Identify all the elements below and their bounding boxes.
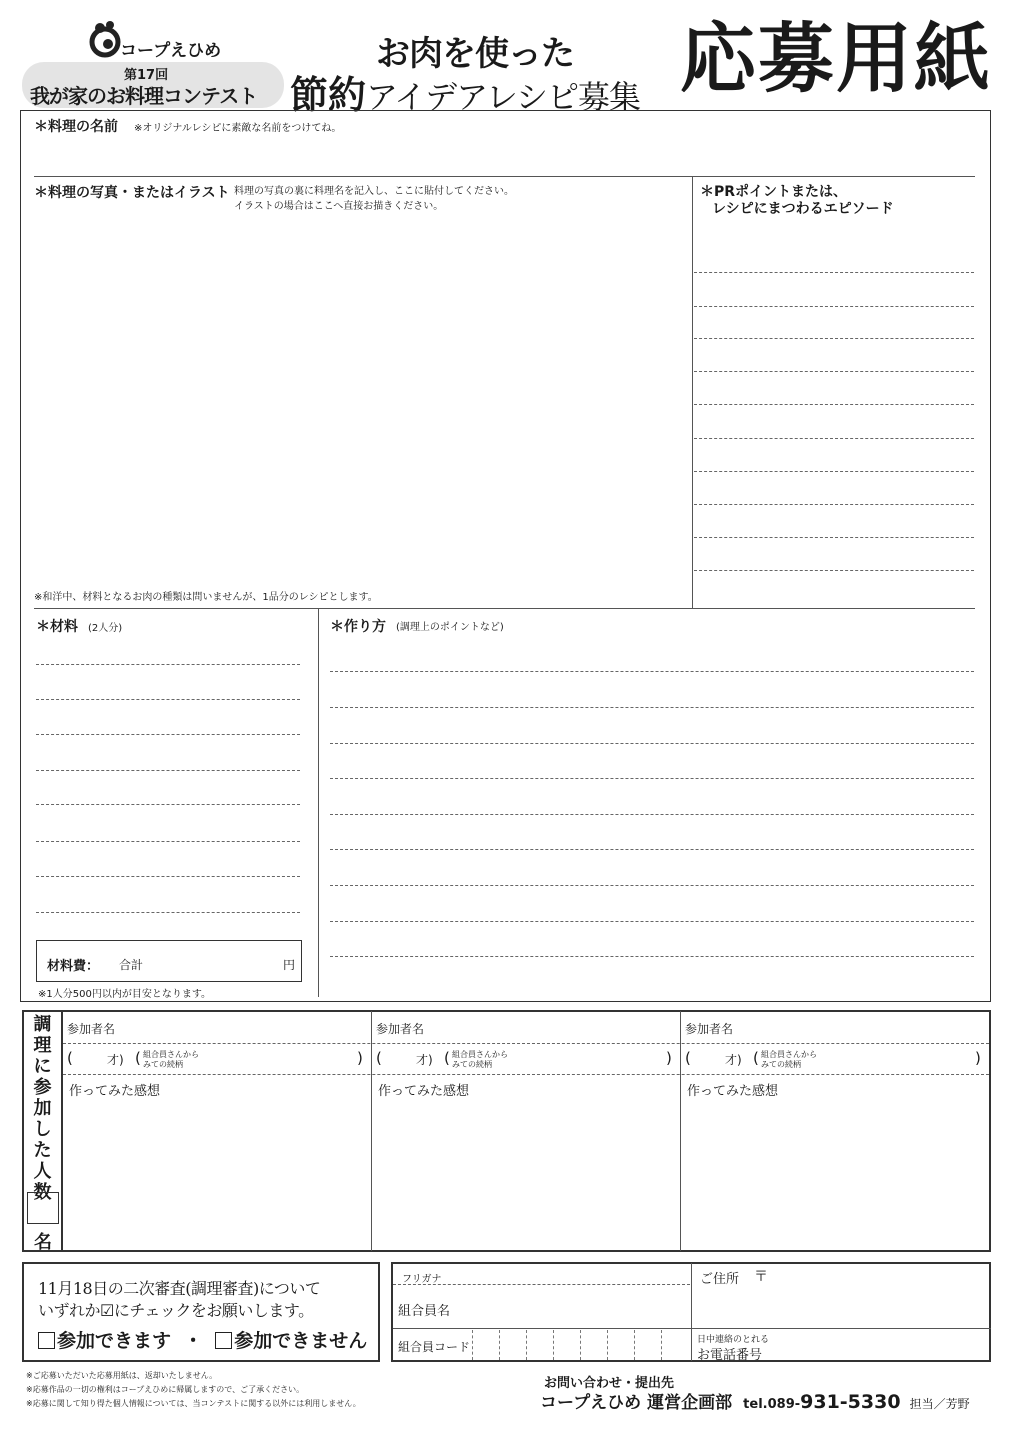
pr-label-1: ＊PRポイントまたは、 bbox=[700, 184, 848, 200]
member-name-label: 組合員名 bbox=[398, 1304, 451, 1319]
contact-tel-number: 931-5330 bbox=[800, 1391, 901, 1413]
member-name-line bbox=[393, 1328, 991, 1329]
method-line bbox=[330, 849, 974, 850]
contact-person: 担当／芳野 bbox=[909, 1397, 970, 1411]
address-label: ご住所 bbox=[700, 1272, 740, 1287]
address-input[interactable] bbox=[700, 1286, 986, 1326]
participant-relation-2: みての続柄 bbox=[452, 1060, 492, 1069]
cost-unit: 円 bbox=[283, 958, 296, 972]
furigana-input[interactable] bbox=[450, 1265, 688, 1283]
pr-lines[interactable] bbox=[694, 220, 976, 600]
participant-age-input[interactable] bbox=[693, 1046, 725, 1070]
code-cell-divider bbox=[607, 1330, 608, 1360]
photo-bottom-divider bbox=[34, 608, 975, 609]
participant-age-input[interactable] bbox=[384, 1046, 416, 1070]
method-line bbox=[330, 707, 974, 708]
ingredient-line bbox=[36, 912, 300, 913]
pr-line bbox=[694, 537, 974, 538]
participant-name-input[interactable] bbox=[751, 1014, 981, 1042]
participants-side-label bbox=[24, 1014, 61, 1203]
participant-close: ) bbox=[666, 1049, 672, 1067]
participant-relation-input[interactable] bbox=[213, 1046, 353, 1070]
ingredients-note: (2人分) bbox=[88, 623, 123, 634]
participant-relation-paren: ( bbox=[753, 1049, 759, 1067]
side-char: 理 bbox=[33, 1035, 52, 1056]
furigana-label: フリガナ bbox=[402, 1274, 442, 1285]
contact-tel-prefix: tel.089- bbox=[743, 1397, 801, 1412]
title-line1: お肉を使った bbox=[376, 34, 574, 74]
participant-impression-input[interactable] bbox=[67, 1100, 367, 1245]
pr-line bbox=[694, 404, 974, 405]
pr-line bbox=[694, 371, 974, 372]
code-cell-divider bbox=[553, 1330, 554, 1360]
participant-close: ) bbox=[975, 1049, 981, 1067]
participant-name-input[interactable] bbox=[133, 1014, 363, 1042]
participant-name-label: 参加者名 bbox=[376, 1022, 425, 1036]
participant-age-unit: 才) bbox=[416, 1053, 433, 1067]
participant-relation-input[interactable] bbox=[522, 1046, 662, 1070]
method-line bbox=[330, 814, 974, 815]
pr-line bbox=[694, 272, 974, 273]
photo-note-1: 料理の写真の裏に料理名を記入し、ここに貼付してください。 bbox=[234, 186, 514, 197]
checkbox-yes[interactable] bbox=[38, 1332, 55, 1349]
participant-name-label: 参加者名 bbox=[685, 1022, 734, 1036]
option-yes-label: 参加できます bbox=[57, 1330, 172, 1352]
method-line bbox=[330, 885, 974, 886]
participant-relation-2: みての続柄 bbox=[761, 1060, 801, 1069]
contact-title: お問い合わせ・提出先 bbox=[544, 1376, 675, 1391]
participant-relation-2: みての続柄 bbox=[143, 1060, 183, 1069]
phone-input[interactable] bbox=[790, 1332, 986, 1360]
title-line2-rest: アイデアレシピ募集 bbox=[366, 78, 641, 116]
method-lines[interactable] bbox=[330, 636, 976, 966]
participant-3 bbox=[681, 1012, 989, 1250]
participant-name-label: 参加者名 bbox=[67, 1022, 116, 1036]
participant-name-input[interactable] bbox=[442, 1014, 672, 1042]
participant-relation-1: 組合員さんから bbox=[452, 1050, 508, 1059]
contact-org: コープえひめ 運営企画部 bbox=[540, 1393, 733, 1413]
method-label: ＊作り方 bbox=[330, 619, 386, 635]
ingredients-label: ＊材料 bbox=[36, 619, 78, 635]
review-line2: いずれか☑にチェックをお願いします。 bbox=[38, 1301, 314, 1320]
participant-impression-input[interactable] bbox=[685, 1100, 985, 1245]
checkbox-no[interactable] bbox=[215, 1332, 232, 1349]
side-char: 調 bbox=[33, 1014, 52, 1035]
dish-name-label: ＊料理の名前 bbox=[34, 119, 118, 135]
method-note: (調理上のポイントなど) bbox=[396, 622, 504, 633]
code-cell-divider bbox=[472, 1330, 473, 1360]
contest-edition: 第17回 bbox=[124, 68, 169, 83]
review-options bbox=[38, 1326, 367, 1353]
participant-relation-input[interactable] bbox=[831, 1046, 971, 1070]
footer-note-2: ※応募作品の一切の権利はコープえひめに帰属しますので、ご了承ください。 bbox=[26, 1385, 305, 1394]
pr-line bbox=[694, 338, 974, 339]
participant-age-unit: 才) bbox=[725, 1053, 742, 1067]
phone-label: お電話番号 bbox=[697, 1348, 763, 1363]
member-divider bbox=[691, 1263, 692, 1361]
side-char: 参 bbox=[33, 1077, 52, 1098]
pr-line bbox=[694, 471, 974, 472]
participant-impression-label: 作ってみた感想 bbox=[378, 1084, 470, 1099]
side-char: 人 bbox=[33, 1161, 52, 1182]
cost-box[interactable] bbox=[36, 940, 302, 982]
ingredients-divider bbox=[318, 609, 319, 997]
photo-drop-area[interactable] bbox=[34, 214, 684, 584]
postal-mark: 〒 bbox=[754, 1269, 768, 1285]
contest-name: 我が家のお料理コンテスト bbox=[30, 84, 258, 108]
participant-count-input[interactable] bbox=[27, 1192, 59, 1224]
footer-note-1: ※ご応募いただいた応募用紙は、返却いたしません。 bbox=[26, 1371, 218, 1380]
participant-count-unit: 名 bbox=[34, 1232, 52, 1253]
ingredient-line bbox=[36, 664, 300, 665]
method-line bbox=[330, 956, 974, 957]
pr-line bbox=[694, 504, 974, 505]
code-cell-divider bbox=[661, 1330, 662, 1360]
participant-impression-input[interactable] bbox=[376, 1100, 676, 1245]
ingredient-line bbox=[36, 876, 300, 877]
contact-line bbox=[540, 1388, 970, 1413]
logo-text: コープえひめ bbox=[120, 41, 222, 61]
ingredients-lines[interactable] bbox=[36, 636, 302, 926]
participant-impression-label: 作ってみた感想 bbox=[687, 1084, 779, 1099]
method-line bbox=[330, 921, 974, 922]
participant-age-open: ( bbox=[376, 1049, 382, 1067]
daytime-label: 日中連絡のとれる bbox=[697, 1335, 770, 1345]
option-no[interactable] bbox=[215, 1330, 367, 1352]
pr-label-2: レシピにまつわるエピソード bbox=[712, 201, 894, 217]
coop-logo-icon bbox=[88, 20, 122, 58]
side-char: し bbox=[33, 1119, 52, 1140]
participant-1 bbox=[63, 1012, 371, 1250]
side-char: 加 bbox=[33, 1098, 52, 1119]
option-yes[interactable] bbox=[38, 1330, 171, 1352]
method-line bbox=[330, 671, 974, 672]
photo-footnote: ※和洋中、材料となるお肉の種類は問いませんが、1品分のレシピとします。 bbox=[34, 592, 378, 603]
pr-line bbox=[694, 438, 974, 439]
side-char: 数 bbox=[33, 1182, 52, 1203]
code-cell-divider bbox=[580, 1330, 581, 1360]
ingredient-line bbox=[36, 734, 300, 735]
header bbox=[0, 0, 1010, 117]
ingredient-line bbox=[36, 804, 300, 805]
ingredient-line bbox=[36, 770, 300, 771]
cost-total: 合計 bbox=[119, 958, 144, 972]
option-no-label: 参加できません bbox=[234, 1330, 368, 1352]
participant-relation-paren: ( bbox=[444, 1049, 450, 1067]
participant-relation-1: 組合員さんから bbox=[761, 1050, 817, 1059]
code-cell-divider bbox=[526, 1330, 527, 1360]
participant-age-open: ( bbox=[67, 1049, 73, 1067]
footer-note-3: ※応募に関して知り得た個人情報については、当コンテストに関する以外には利用しません。 bbox=[26, 1399, 361, 1408]
participant-close: ) bbox=[357, 1049, 363, 1067]
participant-age-input[interactable] bbox=[75, 1046, 107, 1070]
dish-name-divider bbox=[34, 176, 975, 177]
member-code-input[interactable] bbox=[472, 1330, 690, 1360]
member-code-label: 組合員コード bbox=[398, 1340, 471, 1354]
photo-label: ＊料理の写真・またはイラスト bbox=[34, 185, 230, 201]
method-line bbox=[330, 778, 974, 779]
pr-line bbox=[694, 306, 974, 307]
dish-name-note: ※オリジナルレシピに素敵な名前をつけてね。 bbox=[134, 123, 342, 134]
form-title: 応募用紙 bbox=[680, 14, 992, 103]
participant-age-unit: 才) bbox=[107, 1053, 124, 1067]
cost-note: ※1人分500円以内が目安となります。 bbox=[38, 989, 212, 1000]
participant-age-open: ( bbox=[685, 1049, 691, 1067]
code-cell-divider bbox=[634, 1330, 635, 1360]
method-line bbox=[330, 743, 974, 744]
photo-note-2: イラストの場合はここへ直接お描きください。 bbox=[234, 201, 444, 212]
cost-label: 材料費： bbox=[47, 959, 100, 974]
member-name-input[interactable] bbox=[460, 1288, 688, 1326]
review-line1: 11月18日の二次審査(調理審査)について bbox=[38, 1279, 321, 1298]
dish-name-field[interactable] bbox=[34, 134, 974, 174]
participant-relation-1: 組合員さんから bbox=[143, 1050, 199, 1059]
ingredient-line bbox=[36, 699, 300, 700]
participant-2 bbox=[372, 1012, 680, 1250]
side-char: に bbox=[33, 1056, 52, 1077]
ingredient-line bbox=[36, 841, 300, 842]
pr-divider bbox=[692, 177, 693, 608]
participant-impression-label: 作ってみた感想 bbox=[69, 1084, 161, 1099]
pr-line bbox=[694, 570, 974, 571]
code-cell-divider bbox=[499, 1330, 500, 1360]
option-separator: ・ bbox=[183, 1330, 203, 1352]
participant-relation-paren: ( bbox=[135, 1049, 141, 1067]
title-line2-bold: 節約 bbox=[290, 73, 367, 117]
side-char: た bbox=[33, 1140, 52, 1161]
